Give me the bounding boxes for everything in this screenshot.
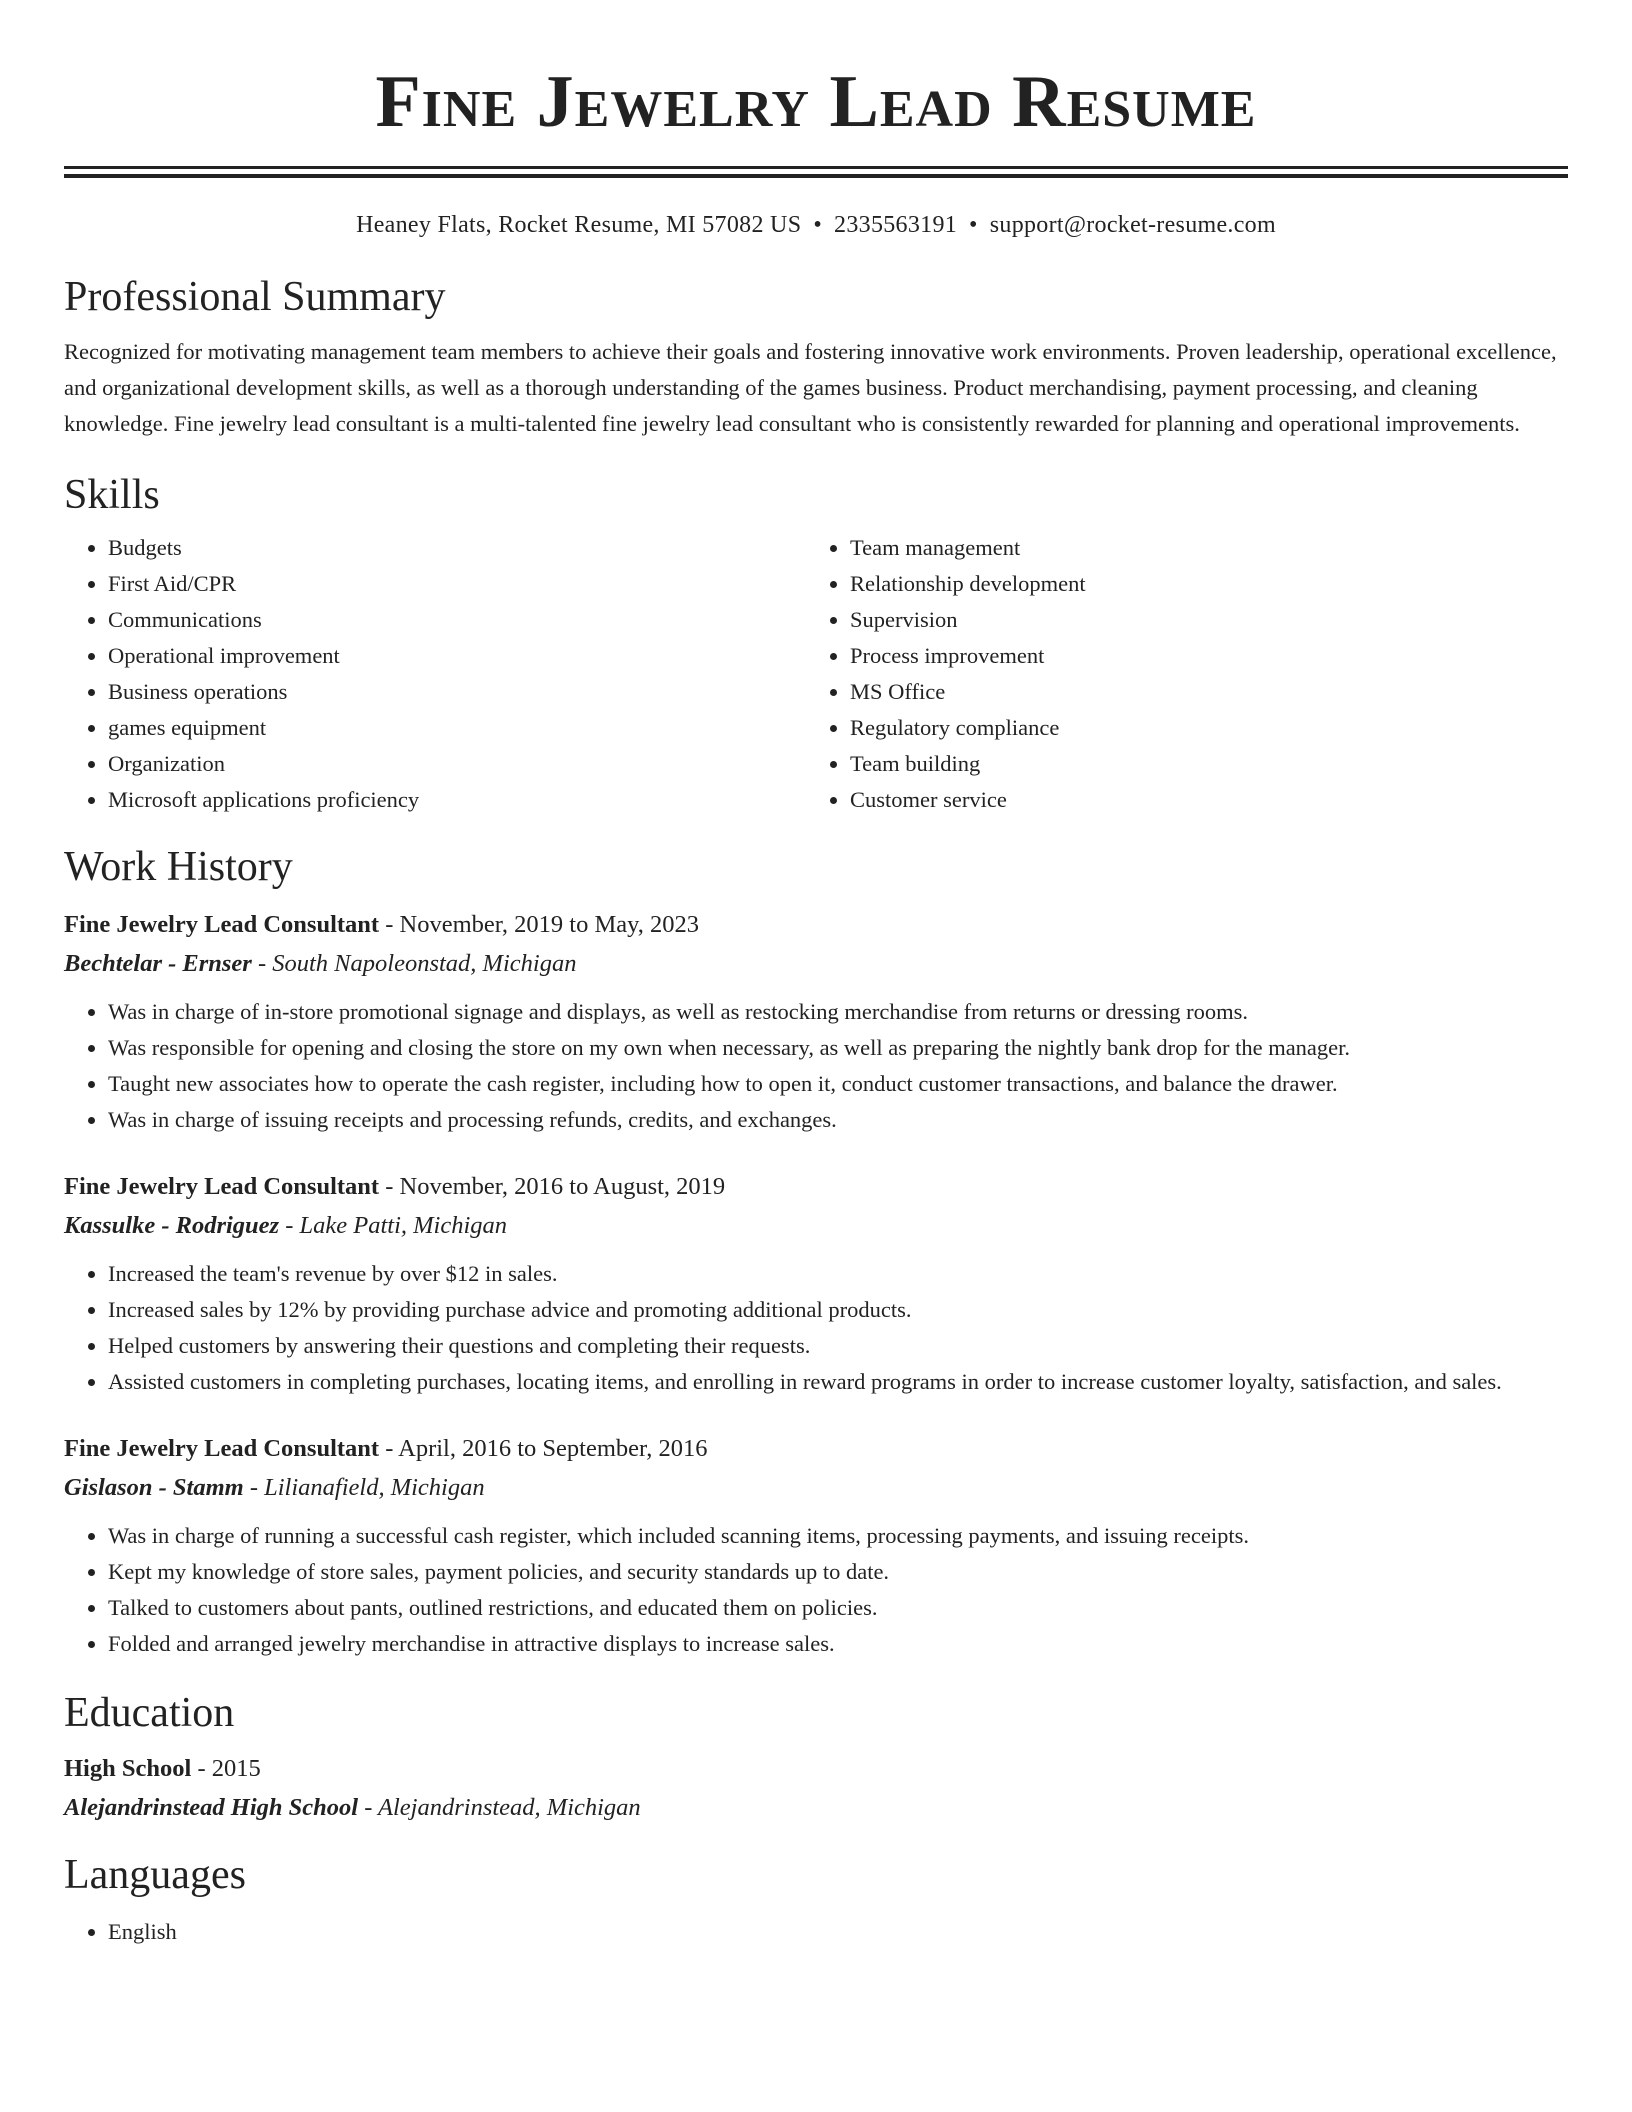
- skill-item: • MS Office: [850, 674, 1548, 710]
- job-entry: [64, 1430, 1568, 1662]
- job-bullets: [64, 994, 1568, 1138]
- job-bullet: • Increased the team's revenue by over $12 in sales.: [108, 1256, 1568, 1292]
- education-heading: Education: [64, 1690, 235, 1736]
- skill-item: • Process improvement: [850, 638, 1548, 674]
- job-location: - South Napoleonstad, Michigan: [251, 950, 577, 977]
- job-entry: [64, 1168, 1568, 1400]
- skills-list-left: [64, 530, 806, 818]
- job-title: Fine Jewelry Lead Consultant: [64, 1435, 380, 1462]
- job-bullet: • Increased sales by 12% by providing purchase advice and promoting additional products.: [108, 1292, 1568, 1328]
- job-title-line: [64, 906, 1568, 944]
- skill-item: • Team management: [850, 530, 1548, 566]
- job-company: Gislason - Stamm: [64, 1474, 244, 1501]
- languages-list: [64, 1914, 1568, 1950]
- job-bullet: • Helped customers by answering their questions and completing their requests.: [108, 1328, 1568, 1364]
- job-company-line: [64, 1206, 1568, 1246]
- job-dates: - November, 2016 to August, 2019: [379, 1173, 726, 1200]
- job-company-line: [64, 1468, 1568, 1508]
- job-title: Fine Jewelry Lead Consultant: [64, 911, 380, 938]
- job-title: Fine Jewelry Lead Consultant: [64, 1173, 380, 1200]
- skill-item: • Operational improvement: [108, 638, 806, 674]
- job-bullets: [64, 1256, 1568, 1400]
- job-company: Kassulke - Rodriguez: [64, 1212, 280, 1239]
- job-bullet: • Was in charge of running a successful cash register, which included scanning items, processing payments, and issuing receipts.: [108, 1518, 1568, 1554]
- education-degree: High School: [64, 1755, 192, 1782]
- job-company: Bechtelar - Ernser: [64, 950, 252, 977]
- resume-title: Fine Jewelry Lead Resume: [375, 61, 1257, 143]
- contact-phone: 2335563191: [834, 212, 958, 238]
- job-bullets: [64, 1518, 1568, 1662]
- contact-address: Heaney Flats, Rocket Resume, MI 57082 US: [356, 212, 802, 238]
- skill-item: • games equipment: [108, 710, 806, 746]
- education-year: - 2015: [191, 1755, 261, 1782]
- education-entry: [64, 1750, 1568, 1828]
- job-dates: - April, 2016 to September, 2016: [379, 1435, 708, 1462]
- contact-email: support@rocket-resume.com: [989, 212, 1276, 238]
- job-dates: - November, 2019 to May, 2023: [379, 911, 700, 938]
- job-bullet: • Was in charge of issuing receipts and processing refunds, credits, and exchanges.: [108, 1102, 1568, 1138]
- summary-text: Recognized for motivating management team members to achieve their goals and fostering innovative work environments. Proven leadership, operational excellence, and organizational development skills, as well as a thorough understanding of the games business. Product merchandising, payment processing, and cleaning knowledge. Fine jewelry lead consultant is a multi-talented fine jewelry lead consultant who is consistently rewarded for planning and operational improvements.: [64, 339, 1557, 436]
- skill-item: • First Aid/CPR: [108, 566, 806, 602]
- title-rule-top: [64, 166, 1568, 169]
- skill-item: • Budgets: [108, 530, 806, 566]
- job-bullet: • Kept my knowledge of store sales, payment policies, and security standards up to date.: [108, 1554, 1568, 1590]
- job-title-line: [64, 1430, 1568, 1468]
- skill-item: • Regulatory compliance: [850, 710, 1548, 746]
- title-rule-bottom: [64, 174, 1568, 178]
- job-company-line: [64, 944, 1568, 984]
- job-location: - Lilianafield, Michigan: [243, 1474, 485, 1501]
- job-bullet: • Folded and arranged jewelry merchandise in attractive displays to increase sales.: [108, 1626, 1568, 1662]
- skill-item: • Supervision: [850, 602, 1548, 638]
- skills-heading: Skills: [64, 472, 160, 518]
- job-entry: [64, 906, 1568, 1138]
- languages-heading: Languages: [64, 1852, 246, 1898]
- skills-columns: [64, 530, 1568, 818]
- contact-line: [64, 210, 1568, 240]
- summary-heading: Professional Summary: [64, 274, 446, 320]
- job-title-line: [64, 1168, 1568, 1206]
- education-school-line: [64, 1788, 1568, 1828]
- contact-separator: •: [813, 212, 823, 238]
- skills-list-right: [806, 530, 1548, 818]
- skill-item: • Organization: [108, 746, 806, 782]
- skill-item: • Communications: [108, 602, 806, 638]
- job-bullet: • Was responsible for opening and closing the store on my own when necessary, as well as preparing the nightly bank drop for the manager.: [108, 1030, 1568, 1066]
- education-location: - Alejandrinstead, Michigan: [358, 1794, 641, 1821]
- skill-item: • Microsoft applications proficiency: [108, 782, 806, 818]
- job-location: - Lake Patti, Michigan: [279, 1212, 508, 1239]
- job-bullet: • Was in charge of in-store promotional signage and displays, as well as restocking merchandise from returns or dressing rooms.: [108, 994, 1568, 1030]
- job-bullet: • Taught new associates how to operate the cash register, including how to open it, conduct customer transactions, and balance the drawer.: [108, 1066, 1568, 1102]
- job-bullet: • Talked to customers about pants, outlined restrictions, and educated them on policies.: [108, 1590, 1568, 1626]
- job-bullet: • Assisted customers in completing purchases, locating items, and enrolling in reward programs in order to increase customer loyalty, satisfaction, and sales.: [108, 1364, 1568, 1400]
- language-item: • English: [108, 1914, 1568, 1950]
- skill-item: • Customer service: [850, 782, 1548, 818]
- skill-item: • Team building: [850, 746, 1548, 782]
- education-degree-line: [64, 1750, 1568, 1788]
- resume-page: [64, 0, 1568, 1950]
- education-school: Alejandrinstead High School: [64, 1794, 359, 1821]
- skill-item: • Business operations: [108, 674, 806, 710]
- contact-separator: •: [969, 212, 978, 238]
- skill-item: • Relationship development: [850, 566, 1548, 602]
- work-history-heading: Work History: [64, 844, 293, 890]
